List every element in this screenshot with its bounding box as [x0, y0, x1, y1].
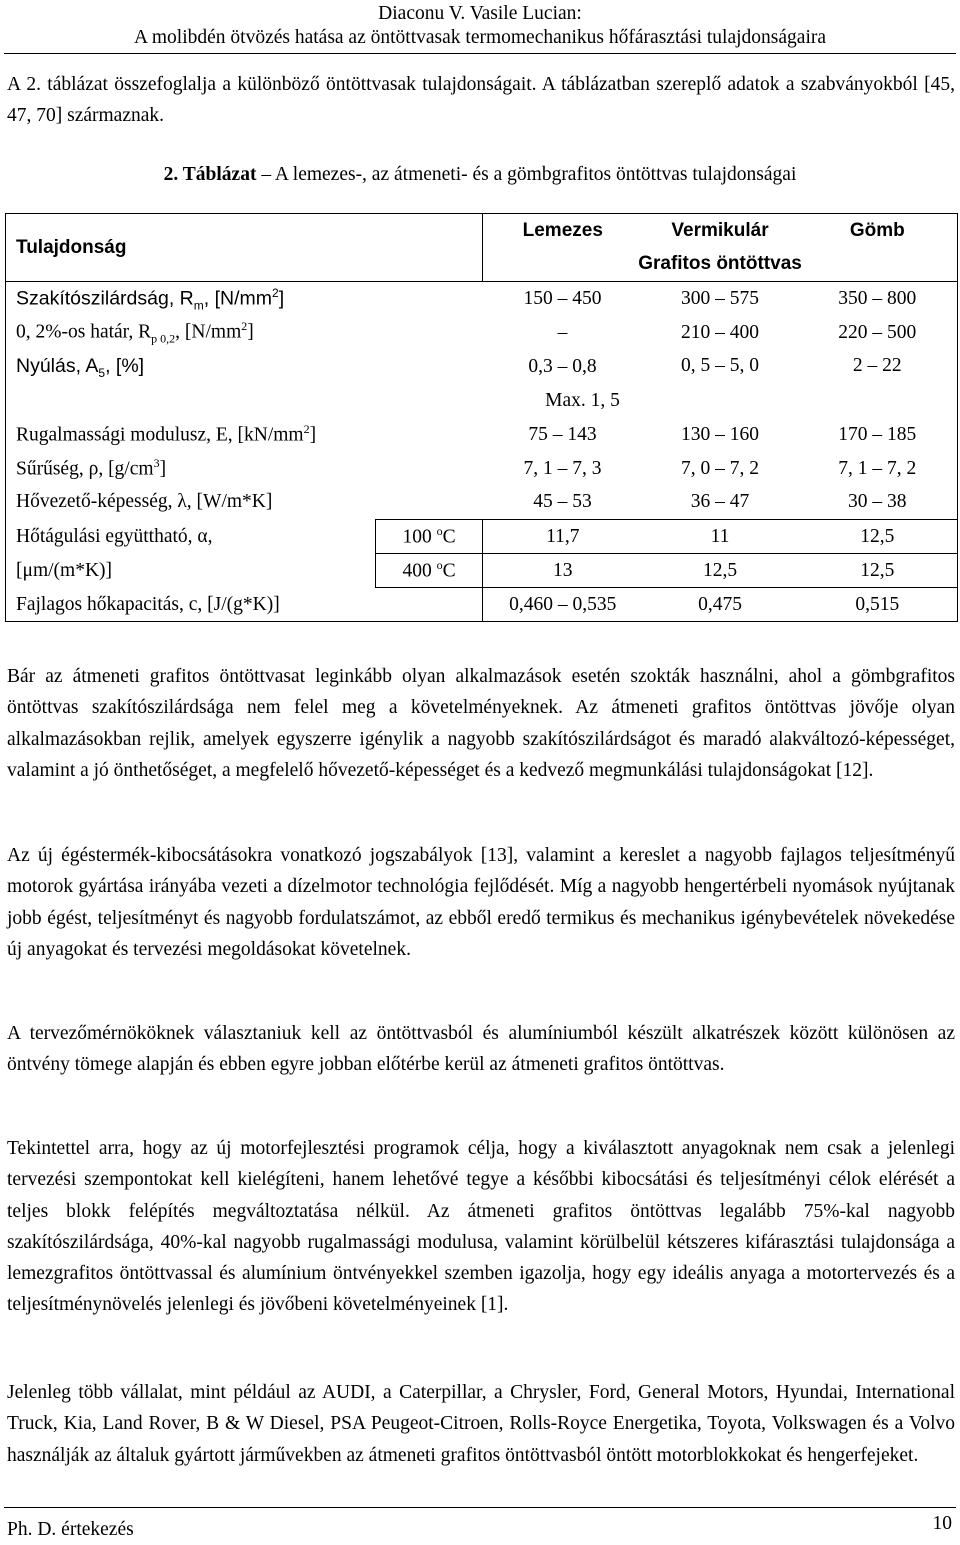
body-paragraph-3: A tervezőmérnököknek választaniuk kell az öntöttvasból és alumíniumból készült alkatrészek között különösen az öntvény tömege alapján és ebben egyre jobban előtérbe kerül az átmeneti grafitos öntöttvas.	[7, 1023, 955, 1076]
cell-temp-100: 100 $^o$C	[376, 520, 483, 554]
cell-value: –	[557, 321, 568, 343]
header-vermikular: Vermikulár	[643, 214, 798, 248]
cell-value: 150 – 450	[523, 287, 602, 309]
table-row	[6, 418, 958, 452]
cell-value: 75 – 143	[528, 423, 597, 445]
page-number: 10	[932, 1513, 952, 1534]
cell-value: 13	[483, 554, 643, 588]
row-label-expansion-line1: Hőtágulási együttható, α,	[6, 520, 376, 554]
cell-value: 0,3 – 0,8 Max. 1, 5	[528, 355, 620, 411]
header-group: Grafitos öntöttvas	[483, 248, 958, 282]
body-paragraph-5: Jelenleg több vállalat, mint például az AUDI, a Caterpillar, a Chrysler, Ford, General Motors, Hyundai, International Truck, Kia, Land Rover, B & W Diesel, PSA Peugeot-Citroen, Rolls-Royce Energetika, Toyota, Volkswagen és a Volvo használják az általuk gyártott járművekben az átmeneti grafitos öntöttvasból öntött motorblokkokat és hengerfejeket.	[7, 1382, 955, 1466]
row-label-expansion-line2: [μm/(m*K)]	[6, 554, 376, 588]
body-paragraph-1: Bár az átmeneti grafitos öntöttvasat leginkább olyan alkalmazások esetén szokták használni, ahol a gömbgrafitos öntöttvas szakítószilárdsága nem felel meg a követelményeknek. Az átmeneti grafitos öntöttvas jövője olyan alkalmazásokban rejlik, amelyek egyszerre igénylik a nagyobb szakítószilárdságot és maradó alakváltozó-képességet, valamint a jó önthetőséget, a megfelelő hővezető-képességet és a kedvező megmunkálási tulajdonságokat [12].	[7, 666, 955, 781]
row-label-heat-capacity: Fajlagos hőkapacitás, c, [J/(g*K)]	[6, 588, 483, 622]
cell-value: 11	[643, 520, 798, 554]
footer-label: Ph. D. értekezés	[7, 1519, 134, 1540]
row-label-yield: 0, 2%-os határ, $R_{p 0,2}$, $[N/mm^2]$	[6, 316, 483, 350]
table-caption-text: – A lemezes-, az átmeneti- és a gömbgrafitos öntöttvas tulajdonságai	[256, 164, 797, 185]
table-row	[6, 588, 958, 622]
cell-value: 7, 1 – 7, 2	[798, 452, 958, 486]
cell-value: 300 – 575	[681, 287, 760, 309]
table-caption	[0, 160, 960, 190]
table-row	[6, 282, 958, 316]
cell-value: 0,460 – 0,535	[483, 588, 643, 622]
cell-temp-400: 400 $^o$C	[376, 554, 483, 588]
cell-value: 7, 0 – 7, 2	[681, 457, 760, 479]
cell-value: 210 – 400	[681, 321, 760, 343]
cell-value: 2 – 22	[798, 350, 958, 418]
table-row	[6, 486, 958, 520]
body-paragraph-2: Az új égéstermék-kibocsátásokra vonatkozó jogszabályok [13], valamint a kereslet a nagyobb fajlagos teljesítményű motorok gyártása irányába vezeti a dízelmotor technológia fejlődését. Míg a nagyobb hengertérbeli nyomások nyújtanak jobb égést, teljesítményt és nagyobb fordulatszámot, az ebből eredő termikus és mechanikus igénybevételek növekedése új anyagokat és tervezési megoldásokat követelnek.	[7, 845, 955, 960]
cell-value: 12,5	[798, 554, 958, 588]
cell-value: 350 – 800	[798, 282, 958, 316]
row-label-modulus: Rugalmassági modulusz, E, $[kN/mm^2]$	[6, 418, 483, 452]
cell-value: 36 – 47	[690, 491, 750, 513]
running-header	[0, 2, 960, 50]
cell-value: 12,5	[798, 520, 958, 554]
properties-table	[5, 213, 958, 622]
table-row	[6, 452, 958, 486]
cell-value: 0, 5 – 5, 0	[681, 354, 760, 376]
cell-value: 12,5	[643, 554, 798, 588]
table-caption-label: 2. Táblázat	[163, 164, 257, 185]
table-row	[6, 316, 958, 350]
cell-value: 0,475	[643, 588, 798, 622]
cell-value: 220 – 500	[798, 316, 958, 350]
header-lemezes: Lemezes	[483, 214, 643, 248]
header-gomb: Gömb	[798, 214, 958, 248]
header-property: Tulajdonság	[6, 214, 483, 282]
table-row	[6, 520, 958, 554]
table-header-row	[6, 214, 958, 248]
header-divider	[4, 53, 956, 54]
header-author: Diaconu V. Vasile Lucian:	[378, 3, 582, 24]
body-paragraph-4: Tekintettel arra, hogy az új motorfejlesztési programok célja, hogy a kiválasztott anyagoknak nem csak a jelenlegi tervezési szempontokat kell kielégíteni, hanem lehetővé tegye a későbbi kibocsátási és teljesítményi célok elérését a teljes blokk felépítés megváltoztatása nélkül. Az átmeneti grafitos öntöttvas legalább 75%-kal nagyobb szakítószilárdsága, 40%-kal nagyobb rugalmassági modulusa, valamint körülbelül kétszeres kifárasztási tulajdonsága a lemezgrafitos öntöttvassal és alumínium öntvényekkel szemben igazolja, hogy egy ideális anyaga a motortervezés és a teljesítménynövelés jelenlegi és jövőbeni követelményeinek [1].	[7, 1138, 955, 1316]
table-row	[6, 350, 958, 418]
cell-value: 30 – 38	[798, 486, 958, 520]
footer-divider	[4, 1507, 956, 1508]
row-label-elongation: Nyúlás, $A_5$, [%]	[6, 350, 483, 418]
cell-value: 170 – 185	[798, 418, 958, 452]
cell-value: 11,7	[483, 520, 643, 554]
cell-value: 0,515	[798, 588, 958, 622]
table-row	[6, 554, 958, 588]
cell-value: 45 – 53	[533, 491, 592, 513]
cell-value: 7, 1 – 7, 3	[523, 457, 602, 479]
header-title: A molibdén ötvözés hatása az öntöttvasak termomechanikus hőfárasztási tulajdonságaira	[133, 27, 827, 48]
row-label-density: Sűrűség, ρ, $[g/cm^3]$	[6, 452, 483, 486]
intro-paragraph: A 2. táblázat összefoglalja a különböző öntöttvasak tulajdonságait. A táblázatban szereplő adatok a szabványokból [45, 47, 70] származnak.	[7, 74, 955, 127]
row-label-tensile: Szakítószilárdság, $R_m$, $[N/mm^2]$	[6, 282, 483, 316]
row-label-conductivity: Hővezető-képesség, λ, [W/m*K]	[6, 486, 483, 520]
cell-value: 130 – 160	[681, 423, 760, 445]
